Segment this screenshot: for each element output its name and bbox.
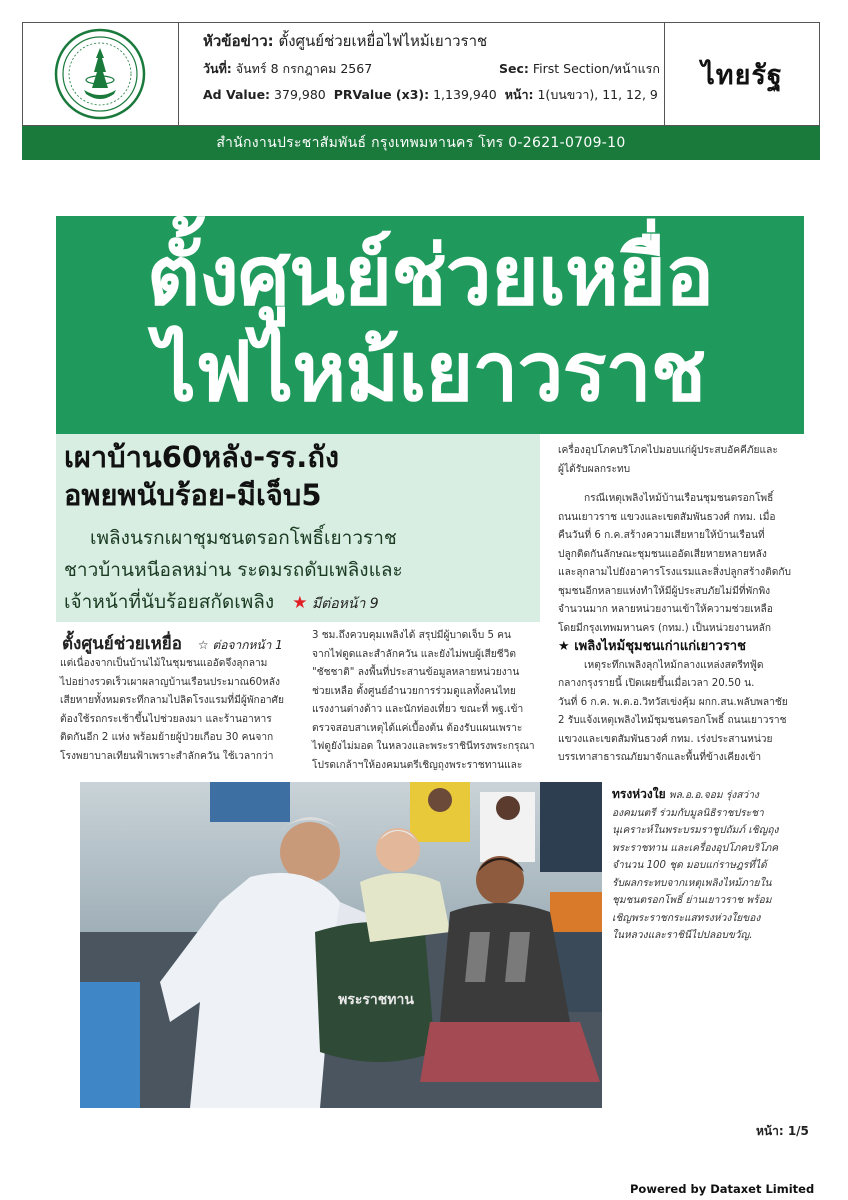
caption-line: พระราชทาน และเครื่องอุปโภคบริโภค [612, 842, 779, 854]
section-subhead: ★ เพลิงไหม้ชุมชนเก่าแก่เยาวราช [558, 639, 746, 654]
publication-name: ไทยรัฐ [701, 59, 783, 91]
paragraph-line: กรณีเหตุเพลิงไหม้บ้านเรือนชุมชนตรอกโพธิ์ [584, 493, 774, 504]
paragraph-line: แรงงานต่างด้าว และนักท่องเที่ยว ขณะที่ พฐ.เข้า [312, 704, 524, 715]
caption-line: องคมนตรี ร่วมกับมูลนิธิราชประชา [612, 807, 764, 819]
page-indicator: หน้า: 1/5 [756, 1124, 809, 1138]
news-photo [80, 782, 602, 1108]
caption-line: รับผลกระทบจากเหตุเพลิงไหม้ภายใน [612, 877, 772, 889]
banner-text: สำนักงานประชาสัมพันธ์ กรุงเทพมหานคร โทร 0-2621-0709-10 [216, 135, 626, 151]
ad-value-label: Ad Value: [203, 87, 271, 102]
paragraph-line: โปรดเกล้าฯให้องคมนตรีเชิญถุงพระราชทานและ [312, 759, 523, 771]
caption-lead: ทรงห่วงใย [612, 787, 666, 801]
paragraph-line: ตรวจสอบสาเหตุได้แค่เบื้องต้น ต้องรับแผนเพราะ [312, 722, 523, 734]
title-row [203, 32, 664, 60]
paragraph-line: บรรเทาสาธารณภัยมาจักและพื้นที่ข้างเคียงเข้า [558, 752, 762, 763]
headline-box [56, 216, 804, 434]
photo-caption [612, 786, 808, 945]
deck-line-3 [64, 586, 534, 620]
paragraph-line: วันที่ 6 ก.ค. พ.ต.อ.วิทวัสเข่งคุ้ม ผกก.สน.พลับพลาชัย [558, 696, 788, 708]
publication-cell [665, 23, 819, 125]
paragraph-line: จากไฟดูดและสำลักควัน และยังไม่พบผู้เสียชีวิต [312, 648, 516, 660]
headline-line-1: ตั้งศูนย์ช่วยเหยื่อ [146, 229, 714, 324]
pr-office-banner [22, 126, 820, 160]
article-column-2 [312, 627, 550, 775]
clipping-header [22, 22, 820, 126]
date-row [203, 60, 664, 86]
paragraph-line: กลางกรุงรายนี้ เปิดเผยขึ้นเมื่อเวลา 20.50 น. [558, 678, 755, 689]
paragraph-line: 2 รับแจ้งเหตุเพลิงไหม้ชุมชนตรอกโพธิ์ ถนนเยาวราช [558, 715, 787, 726]
caption-line: ในหลวงและราชินีไปปลอบขวัญ. [612, 930, 753, 941]
headline-line-2: ไฟไหม้เยาวราช [154, 325, 706, 420]
article-title: ตั้งศูนย์ช่วยเหยื่อไฟไหม้เยาวราช [278, 32, 488, 50]
paragraph-line: 3 ชม.ถึงควบคุมเพลิงได้ สรุปมีผู้บาดเจ็บ 5 คน [312, 630, 511, 641]
paragraph-line: เหตุระทึกเพลิงลุกไหม้กลางแหล่งสตรีทฟู้ด [584, 659, 764, 671]
deck-line-2: ชาวบ้านหนีอลหม่าน ระดมรถดับเพลิงและ [64, 559, 403, 581]
continued-from: ☆ ต่อจากหน้า 1 [197, 638, 283, 652]
paragraph-line: โรงพยาบาลเทียนฟ้าเพราะสำลักควัน ใช้เวลากว่า [60, 750, 274, 762]
section-label: Sec: [499, 61, 529, 76]
paragraph-line: เสียหายทั้งหมดระทึกลามไปลิดโรงแรมที่มีผู้พักอาศัย [60, 695, 284, 706]
paragraph-line: จำนวนมาก หลายหน่วยงานเข้าให้ความช่วยเหลือ [558, 604, 773, 615]
caption-line: เชิญพระราชกระแสทรงห่วงใยของ [612, 912, 761, 924]
paragraph-line: โดยมีกรุงเทพมหานคร (กทม.) เป็นหน่วยงานหลัก [558, 622, 772, 634]
paragraph-line: ช่วยเหลือ ตั้งศูนย์อำนวยการร่วมดูแลทั้งคนไทย [312, 685, 516, 697]
deck-line-3-text: เจ้าหน้าที่นับร้อยสกัดเพลิง [64, 591, 275, 613]
paragraph-line: ไฟดูยังไม่มอด ในหลวงและพระราชินีทรงพระกรุณา [312, 741, 535, 752]
bag-label: พระราชทาน [338, 992, 414, 1008]
paragraph-line: ถนนเยาวราช แขวงและเขตสัมพันธวงศ์ กทม. เมื่อ [558, 511, 776, 523]
column-heading [62, 630, 283, 657]
date-value: จันทร์ 8 กรกฎาคม 2567 [235, 61, 373, 76]
caption-line: จำนวน 100 ชุด มอบแก่ราษฎรที่ได้ [612, 860, 767, 871]
bma-seal-icon [54, 28, 146, 120]
title-label: หัวข้อข่าว: [203, 32, 274, 50]
date-label: วันที่: [203, 61, 232, 76]
deck-line-1: เพลิงนรกเผาชุมชนตรอกโพธิ์เยาวราช [90, 527, 397, 549]
value-row [203, 86, 664, 112]
continued-note [292, 593, 379, 613]
paragraph-line: ไปอย่างรวดเร็วเผาผลาญบ้านเรือนประมาณ60หลัง [60, 676, 281, 688]
caption-line: นุเคราะห์ในพระบรมราชูปถัมภ์ เชิญถุง [612, 825, 779, 836]
pr-value: 1,139,940 [433, 87, 497, 102]
paragraph-line: ติดกันอีก 2 แห่ง พร้อมย้ายผู้ป่วยเกือบ 30 คนจาก [60, 732, 274, 743]
paragraph-line: ผู้ได้รับผลกระทบ [558, 463, 631, 475]
continued-from-text: ต่อจากหน้า 1 [212, 638, 283, 652]
caption-line: พล.อ.อ.จอม รุ่งสว่าง [665, 790, 759, 801]
star-icon: ★ [292, 593, 308, 613]
column-heading-text: ตั้งศูนย์ช่วยเหยื่อ [62, 634, 182, 654]
pr-value-label: PRValue (x3): [333, 87, 430, 102]
caption-line: ชุมชนตรอกโพธิ์ ย่านเยาวราช พร้อม [612, 895, 772, 906]
paragraph-line: ต้องใช้รถกระเช้าขึ้นไปช่วยลงมา และร้านอาหาร [60, 713, 272, 725]
paragraph-line: และลุกลามไปยังอาคารโรงแรมและสิ่งปลูกสร้างติดกับ [558, 567, 792, 578]
info-cell [179, 23, 665, 125]
article-column-1 [60, 655, 308, 766]
article-column-3 [558, 442, 810, 768]
section-field [499, 60, 660, 78]
continued-note-text: มีต่อหน้า 9 [311, 596, 379, 612]
paragraph-line: แขวงและเขตสัมพันธวงศ์ กทม. เร่งประสานหน่วย [558, 733, 773, 745]
ad-value: 379,980 [274, 87, 326, 102]
subhead [64, 438, 339, 514]
section-value: First Section/หน้าแรก [532, 61, 660, 76]
page-values: 1(บนขวา), 11, 12, 9 [537, 87, 658, 102]
subhead-line-1: เผาบ้าน60หลัง-รร.ถัง [64, 440, 340, 474]
paragraph-line: คืนวันที่ 6 ก.ค.สร้างความเสียหายให้บ้านเรือนที่ [558, 530, 765, 541]
subhead-line-2: อพยพนับร้อย-มีเจ็บ5 [64, 478, 322, 512]
paragraph-line: แต่เนื่องจากเป็นบ้านไม้ในชุมชนแออัดจึงลุกลาม [60, 658, 268, 669]
paragraph-line: เครื่องอุปโภคบริโภคไปมอบแก่ผู้ประสบอัคคีภัยและ [558, 445, 778, 456]
paragraph-line: ปลูกติดกันลักษณะชุมชนแออัดเสียหายหลายหลัง [558, 548, 767, 560]
page-label: หน้า: [504, 87, 534, 102]
paragraph-line: ชุมชนอีกหลายแห่งทำให้มีผู้ประสบภัยไม่มีที่พักพิง [558, 585, 771, 597]
paragraph-line: "ชัชชาติ" ลงพื้นที่ประสานข้อมูลหลายหน่วยงาน [312, 667, 520, 678]
photo-illustration [80, 782, 602, 1108]
section-subhead-text: เพลิงไหม้ชุมชนเก่าแก่เยาวราช [574, 639, 746, 654]
powered-by: Powered by Dataxet Limited [630, 1182, 815, 1196]
deck [64, 522, 534, 620]
subhead-box [56, 434, 540, 622]
logo-cell [23, 23, 179, 125]
